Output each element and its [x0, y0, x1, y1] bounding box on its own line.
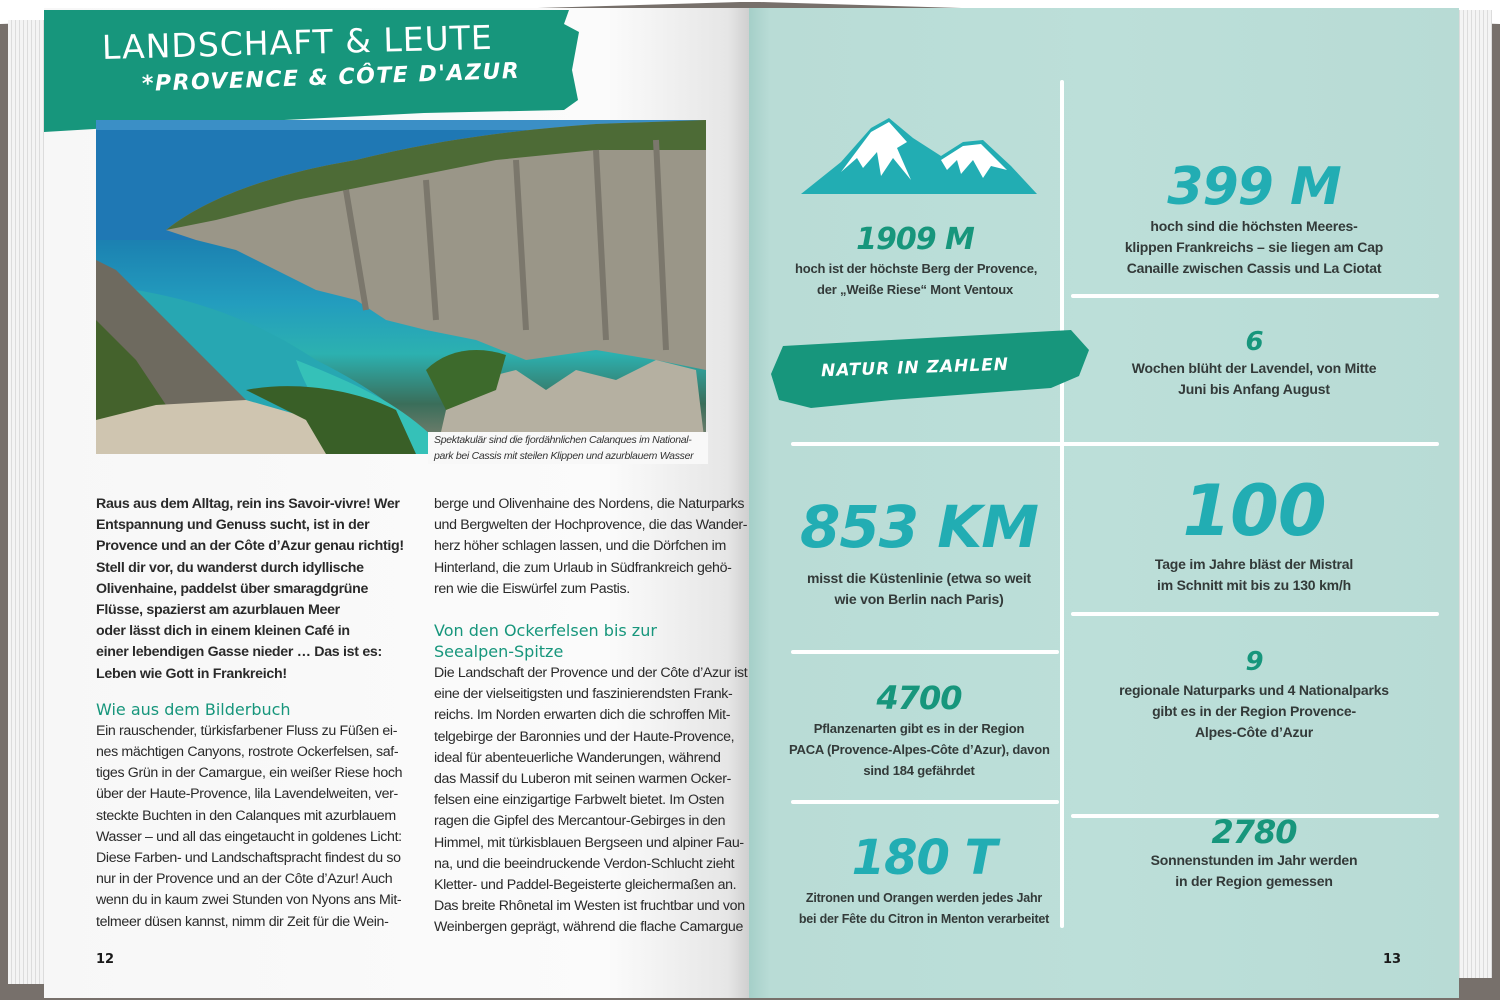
grid-divider [1071, 612, 1439, 616]
text-column-2 [434, 494, 748, 939]
text-line: Provence und an der Côte d’Azur genau richtig! [96, 538, 404, 555]
text-line: Raus aus dem Alltag, rein ins Savoir-vivre! Wer [96, 496, 400, 512]
text-line: im Schnitt mit bis zu 130 km/h [1157, 577, 1351, 593]
stat-value: 1909 M [856, 222, 974, 257]
chapter-subtitle: *PROVENCE & CÔTE D'AZUR [141, 58, 521, 97]
left-page [44, 8, 749, 998]
text-line: herz höher schlagen lassen, und die Dörfchen im [434, 538, 726, 555]
stat-nature-parks [1079, 644, 1429, 743]
text-column-1 [96, 494, 418, 933]
stat-plant-species [789, 678, 1049, 781]
text-line: Tage im Jahre bläst der Mistral [1154, 556, 1354, 572]
stat-description [1079, 216, 1429, 279]
text-line: in der Region gemessen [1175, 873, 1333, 889]
mountain-icon [801, 118, 1037, 194]
stat-value: 180 T [851, 830, 997, 886]
stat-description [795, 258, 1038, 300]
text-line: bei der Fête du Citron in Menton verarbeitet [798, 912, 1050, 926]
text-line: das Massif du Luberon mit seinen warmen Ocker- [434, 771, 731, 788]
text-line: Himmel, mit türkisblauen Bergseen und alpiner Fau- [434, 834, 744, 851]
text-line: hoch ist der höchste Berg der Provence, [795, 261, 1038, 276]
heading-line: Von den Ockerfelsen bis zur [434, 621, 657, 641]
photo-caption [428, 432, 708, 464]
stat-value: 399 M [1167, 157, 1341, 217]
text-line: wie von Berlin nach Paris) [834, 591, 1004, 607]
landscape-illustration [96, 120, 706, 454]
text-line: eine der vielseitigsten und faszinierendsten Frank- [434, 686, 733, 703]
intro-paragraph [96, 494, 418, 685]
stat-value: 100 [1182, 470, 1326, 552]
text-line: na, und die beeindruckende Verdon-Schlucht zieht [434, 855, 735, 872]
text-line: Wochen blüht der Lavendel, von Mitte [1131, 360, 1377, 376]
text-line: Sonnenstunden im Jahr werden [1150, 852, 1358, 868]
stat-value: 853 KM [800, 493, 1038, 561]
text-line: hoch sind die höchsten Meeres- [1150, 218, 1358, 234]
text-line: ideal für abenteuerliche Wanderungen, während [434, 749, 721, 766]
text-line: Kletter- und Paddel-Begeisterte gleichermaßen an. [434, 877, 737, 894]
text-line: regionale Naturparks und 4 Nationalparks [1119, 682, 1389, 698]
stat-value: 9 [1245, 647, 1263, 677]
text-line: Canaille zwischen Cassis und La Ciotat [1126, 260, 1382, 276]
text-line: der „Weiße Riese“ Mont Ventoux [816, 282, 1014, 297]
text-line: Diese Farben- und Landschaftspracht findest du so [96, 850, 401, 867]
text-line: Hinterland, die zum Urlaub in Südfrankreich gehö- [434, 559, 732, 576]
grid-divider [1071, 294, 1439, 298]
text-line: einer lebendigen Gasse nieder … Das ist es: [96, 644, 382, 661]
grid-divider [791, 442, 1439, 446]
grid-divider-vertical [1060, 80, 1064, 928]
stat-lavender [1079, 326, 1429, 400]
text-line: Pflanzenarten gibt es in der Region [813, 721, 1025, 736]
grid-divider [791, 800, 1059, 804]
text-line: Leben wie Gott in Frankreich! [96, 665, 287, 682]
stat-description [1079, 680, 1429, 743]
text-line: Juni bis Anfang August [1178, 381, 1330, 397]
section-heading [434, 620, 710, 662]
text-line: und Bergwelten der Hochprovence, die das Wander- [434, 517, 748, 534]
heading-line: Seealpen-Spitze [434, 642, 564, 662]
chapter-title: LANDSCHAFT & LEUTE [101, 17, 494, 67]
text-line: misst die Küstenlinie (etwa so weit [806, 570, 1032, 586]
section-heading: Wie aus dem Bilderbuch [96, 699, 291, 719]
body-paragraph [434, 663, 748, 939]
stat-description [1079, 850, 1429, 892]
stat-description [789, 888, 1059, 930]
text-line: Entspannung und Genuss sucht, ist in der [96, 517, 370, 534]
stat-sunshine [1079, 814, 1429, 892]
text-line: Stell dir vor, du wanderst durch idyllische [96, 559, 364, 576]
text-line: telmeer düsen kannst, nimm dir Zeit für die Wein- [96, 913, 389, 930]
text-line: Olivenhaine, paddelst über smaragdgrüne [96, 580, 369, 597]
page-number-left: 12 [96, 952, 115, 967]
calanques-photo [96, 120, 706, 454]
stat-value: 4700 [876, 679, 962, 717]
caption-line: Spektakulär sind die fjordähnlichen Calanques im National- [434, 434, 692, 446]
text-line: nes mächtigen Canyons, rostrote Ockerfelsen, saf- [96, 744, 399, 761]
caption-line: park bei Cassis mit steilen Klippen und azurblauem Wasser [434, 450, 694, 462]
text-line: reichs. Im Norden erwarten dich die schroffen Mit- [434, 707, 731, 724]
text-line: tiges Grün in der Camargue, ein weißer Riese hoch [96, 765, 403, 782]
text-line: Ein rauschender, türkisfarbener Fluss zu Füßen ei- [96, 722, 398, 739]
stat-coastline [789, 486, 1049, 610]
stat-citrus [789, 828, 1059, 930]
text-line: Alpes-Côte d’Azur [1195, 724, 1313, 740]
text-line: wenn du in kaum zwei Stunden von Nyons ans Mit- [96, 892, 402, 909]
stat-mistral [1079, 468, 1429, 596]
body-paragraph [96, 721, 418, 933]
stat-sea-cliffs [1079, 158, 1429, 279]
text-line: steckte Buchten in den Calanques mit azurblauem [96, 807, 396, 824]
page-number-right: 13 [1383, 952, 1402, 967]
right-page [749, 8, 1459, 998]
text-line: oder lässt dich in einem kleinen Café in [96, 623, 350, 640]
text-line: PACA (Provence-Alpes-Côte d’Azur), davon [789, 742, 1050, 757]
text-line: Weinbergen geprägt, während die flache Camargue [434, 919, 744, 936]
text-line: berge und Olivenhaine des Nordens, die Naturparks [434, 496, 745, 512]
text-line: über der Haute-Provence, lila Lavendelweiten, ver- [96, 786, 398, 803]
text-line: Wasser – und all das eingetaucht in goldenes Licht: [96, 828, 402, 845]
stat-value: 2780 [1211, 813, 1297, 851]
text-line: sind 184 gefährdet [863, 763, 975, 778]
stat-highest-mountain [795, 222, 1038, 300]
stat-description [1079, 358, 1429, 400]
text-line: gibt es in der Region Provence- [1152, 703, 1356, 719]
stat-description [789, 718, 1049, 781]
text-line: Zitronen und Orangen werden jedes Jahr [805, 891, 1043, 905]
grid-divider [791, 650, 1059, 654]
text-line: ren wie die Eiswürfel zum Pastis. [434, 580, 630, 597]
stat-description [789, 568, 1049, 610]
stat-value: 6 [1245, 327, 1263, 357]
text-line: telgebirge der Baronnies und der Haute-Provence, [434, 728, 735, 745]
text-line: Die Landschaft der Provence und der Côte d’Azur ist [434, 665, 748, 682]
text-line: Das breite Rhônetal im Westen ist fruchtbar und von [434, 898, 745, 915]
section-badge-label: NATUR IN ZAHLEN [820, 354, 1010, 382]
stat-description [1079, 554, 1429, 596]
body-paragraph [434, 494, 748, 600]
text-line: klippen Frankreichs – sie liegen am Cap [1124, 239, 1384, 255]
text-line: nur in der Provence und an der Côte d’Azur! Auch [96, 871, 393, 888]
text-line: Flüsse, spazierst am azurblauen Meer [96, 602, 340, 619]
text-line: ragen die Gipfel des Mercantour-Gebirges in den [434, 813, 726, 830]
text-line: felsen eine einzigartige Farbwelt bietet. Im Osten [434, 792, 725, 809]
